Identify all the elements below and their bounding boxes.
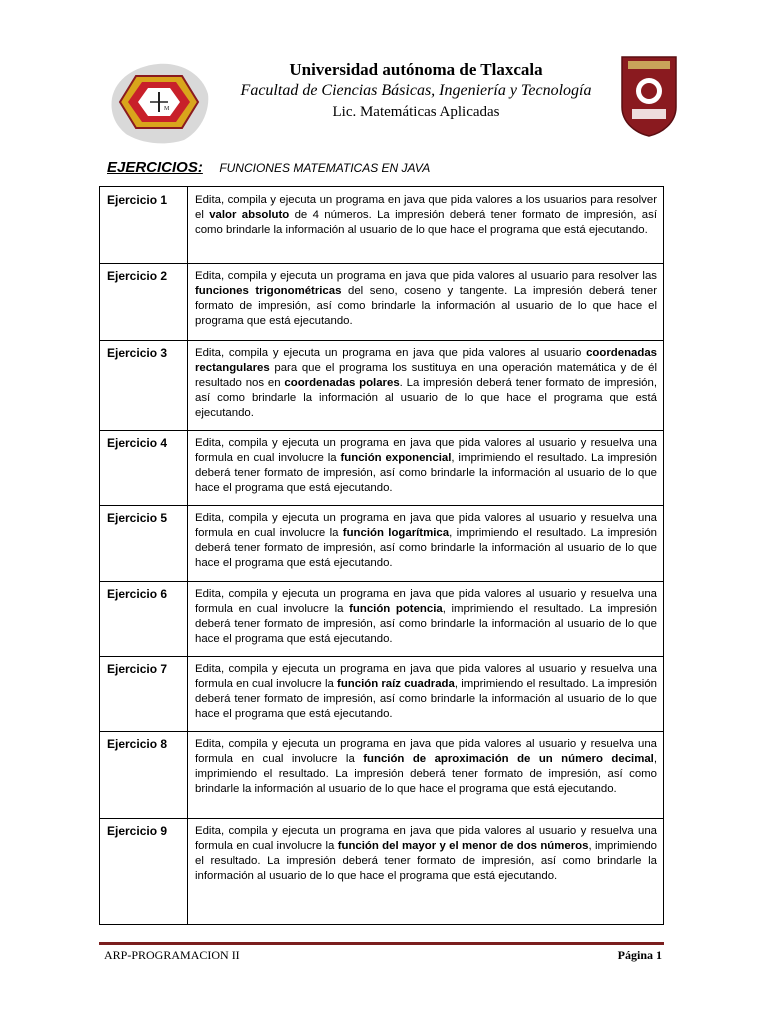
section-subtitle: FUNCIONES MATEMATICAS EN JAVA bbox=[219, 161, 431, 175]
faculty-name: Facultad de Ciencias Básicas, Ingeniería y Tecnología bbox=[240, 82, 592, 99]
exercise-text-segment: , imprimiendo el resultado. La impresión deberá tener formato de impresión, así como brindarle la información al usuario de lo que hace el programa que está ejecutando. bbox=[195, 753, 657, 795]
exercise-keyword: función del mayor y el menor de dos números bbox=[337, 840, 589, 852]
section-title bbox=[107, 159, 430, 177]
exercise-text-segment: para que el programa los sustituya en una operación matemática y de él resultado nos en bbox=[195, 362, 657, 389]
footer-page-number: Página 1 bbox=[617, 948, 662, 962]
section-label: EJERCICIOS: bbox=[107, 159, 203, 176]
university-name: Universidad autónoma de Tlaxcala bbox=[289, 60, 543, 79]
footer-course: ARP-PROGRAMACION II bbox=[104, 948, 240, 962]
exercise-text-segment: , imprimiendo el resultado. La impresión deberá tener formato de impresión, así como brindarle la información al usuario de lo que hace el programa que está ejecutando. bbox=[195, 840, 657, 882]
exercise-description bbox=[195, 269, 657, 329]
exercise-text-segment: Edita, compila y ejecuta un programa en java que pida valores al usuario y resuelva una formula en cual involucre la bbox=[195, 588, 657, 615]
exercises-table bbox=[99, 186, 664, 925]
exercise-text-segment: , imprimiendo el resultado. La impresión deberá tener formato de impresión, así como brindarle la información al usuario de lo que hace el programa que está ejecutando. bbox=[195, 603, 657, 645]
exercise-text-segment: . La impresión deberá tener formato de impresión, así como brindarle la información al usuario de lo que hace el programa que está ejecutando. bbox=[195, 377, 657, 419]
table-row bbox=[100, 263, 663, 341]
table-row bbox=[100, 818, 663, 924]
exercise-keyword: función de aproximación de un número decimal bbox=[363, 753, 654, 765]
faculty-logo-left bbox=[106, 58, 212, 146]
footer-rule bbox=[99, 942, 664, 945]
table-row bbox=[100, 581, 663, 657]
exercise-label: Ejercicio 8 bbox=[107, 737, 168, 751]
exercise-keyword: función raíz cuadrada bbox=[337, 678, 455, 690]
exercise-text-segment: Edita, compila y ejecuta un programa en java que pida valores al usuario y resuelva una formula en cual involucre la bbox=[195, 512, 657, 539]
exercise-description bbox=[195, 511, 657, 571]
exercise-keyword: función potencia bbox=[349, 603, 443, 615]
exercise-keyword: coordenadas rectangulares bbox=[195, 347, 657, 374]
exercise-text-segment: , imprimiendo el resultado. La impresión deberá tener formato de impresión, así como brindarle la información al usuario de lo que hace el programa que está ejecutando. bbox=[195, 678, 658, 720]
university-shield-logo bbox=[620, 55, 678, 138]
exercise-label: Ejercicio 4 bbox=[107, 436, 168, 450]
exercise-keyword: valor absoluto bbox=[209, 209, 290, 221]
table-row bbox=[100, 656, 663, 732]
exercise-keyword: funciones trigonométricas bbox=[195, 285, 342, 297]
exercise-description bbox=[195, 436, 657, 496]
exercise-text-segment: Edita, compila y ejecuta un programa en java que pida valores a los usuarios para resolver el bbox=[195, 194, 657, 221]
exercise-label: Ejercicio 5 bbox=[107, 511, 168, 525]
table-row bbox=[100, 430, 663, 506]
exercise-text-segment: Edita, compila y ejecuta un programa en java que pida valores al usuario y resuelva una formula en cual involucre la bbox=[195, 663, 657, 690]
exercise-keyword: coordenadas polares bbox=[284, 377, 400, 389]
exercise-label: Ejercicio 2 bbox=[107, 269, 168, 283]
exercise-text-segment: , imprimiendo el resultado. La impresión deberá tener formato de impresión, así como brindarle la información al usuario de lo que hace el programa que está ejecutando. bbox=[195, 527, 657, 569]
exercise-description bbox=[195, 193, 657, 238]
table-row bbox=[100, 731, 663, 819]
exercise-label: Ejercicio 3 bbox=[107, 346, 168, 360]
exercise-text-segment: Edita, compila y ejecuta un programa en java que pida valores al usuario para resolver las bbox=[195, 270, 657, 282]
exercise-text-segment: Edita, compila y ejecuta un programa en java que pida valores al usuario y resuelva una formula en cual involucre la bbox=[195, 437, 657, 464]
exercise-keyword: función exponencial bbox=[340, 452, 452, 464]
exercise-text-segment: de 4 números. La impresión deberá tener formato de impresión, así como brindarle la información al usuario de lo que hace el programa que está ejecutando. bbox=[195, 209, 657, 236]
exercise-text-segment: del seno, coseno y tangente. La impresión deberá tener formato de impresión, así como brindarle la información al usuario de lo que hace el programa que está ejecutando. bbox=[195, 285, 657, 327]
exercise-description bbox=[195, 587, 657, 647]
exercise-text-segment: Edita, compila y ejecuta un programa en java que pida valores al usuario y resuelva una formula en cual involucre la bbox=[195, 825, 657, 852]
exercise-description bbox=[195, 346, 657, 421]
exercise-text-segment: , imprimiendo el resultado. La impresión deberá tener formato de impresión, así como brindarle la información al usuario de lo que hace el programa que está ejecutando. bbox=[195, 452, 657, 494]
exercise-keyword: función logarítmica bbox=[342, 527, 450, 539]
exercise-text-segment: Edita, compila y ejecuta un programa en java que pida valores al usuario y resuelva una formula en cual involucre la bbox=[195, 738, 657, 765]
exercise-description bbox=[195, 662, 657, 722]
table-row bbox=[100, 505, 663, 582]
exercise-label: Ejercicio 1 bbox=[107, 193, 168, 207]
exercise-description bbox=[195, 824, 657, 884]
program-name: Lic. Matemáticas Aplicadas bbox=[332, 104, 500, 120]
table-row bbox=[100, 340, 663, 431]
exercise-label: Ejercicio 9 bbox=[107, 824, 168, 838]
svg-text:M: M bbox=[164, 106, 170, 112]
table-row bbox=[100, 187, 663, 264]
exercise-text-segment: Edita, compila y ejecuta un programa en java que pida valores al usuario bbox=[195, 347, 587, 359]
exercise-label: Ejercicio 7 bbox=[107, 662, 168, 676]
exercise-label: Ejercicio 6 bbox=[107, 587, 168, 601]
document-header bbox=[212, 60, 620, 122]
exercise-description bbox=[195, 737, 657, 797]
